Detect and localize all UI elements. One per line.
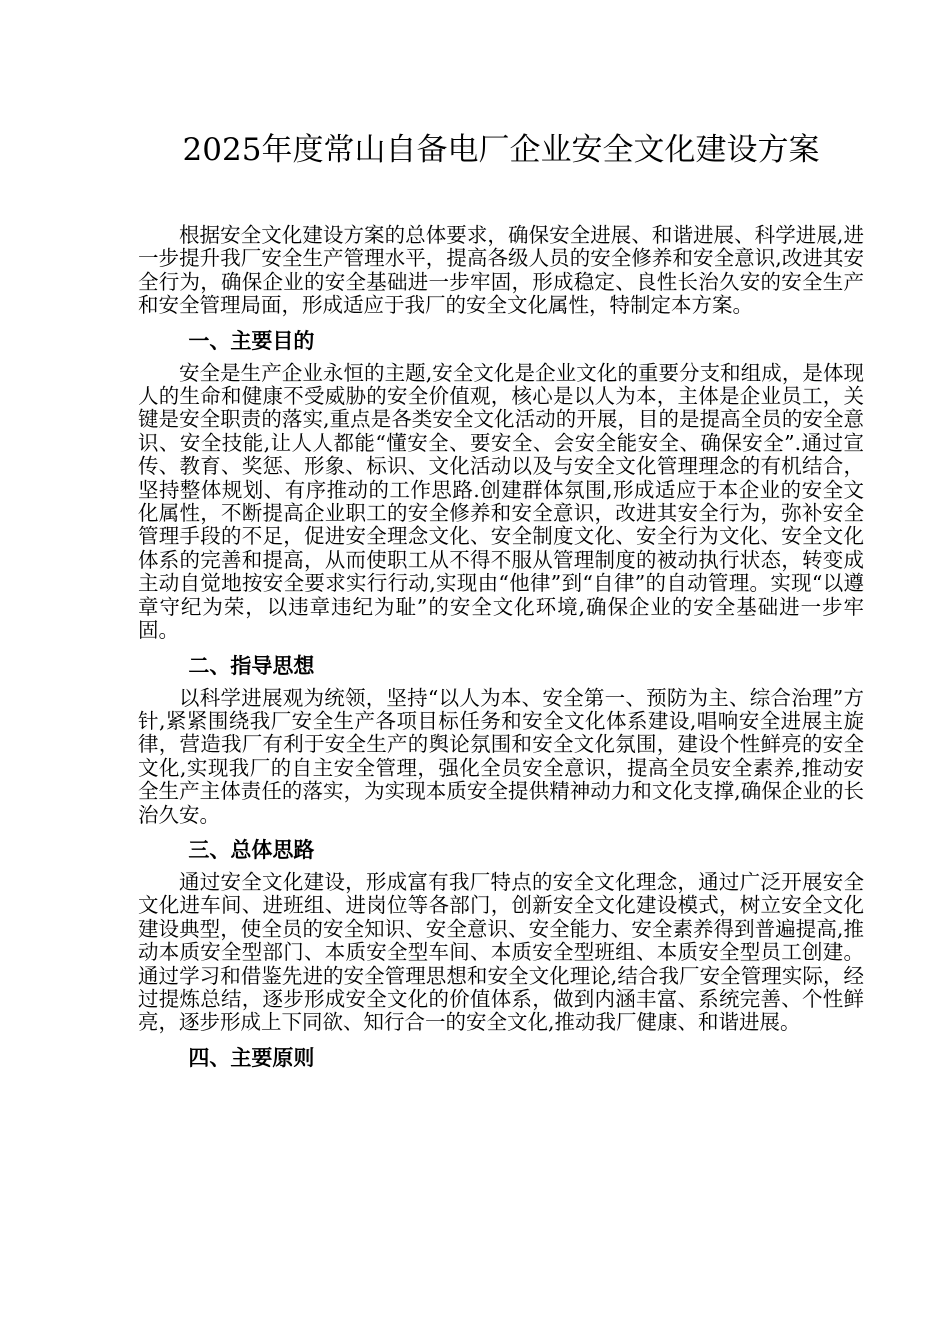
document-page xyxy=(138,128,864,1079)
section-heading-overall-approach: 三、总体思路 xyxy=(188,837,315,862)
document-title: 2025年度常山自备电厂企业安全文化建设方案 xyxy=(182,132,820,168)
title-spacer xyxy=(138,172,864,224)
section-body-guiding-ideology: 以科学进展观为统领，坚持“以人为本、安全第一、预防为主、综合治理”方针,紧紧围绕我厂安全生产各项目标任务和安全文化体系建设,唱响安全进展主旋律，营造我厂有利于安全生产的舆论氛围和安全文化氛围，建设个性鲜亮的安全文化,实现我厂的自主安全管理，强化全员安全意识，提高全员安全素养,推动安全生产主体责任的落实，为实现本质安全提供精神动力和文化支撑,确保企业的长治久安。 xyxy=(138,685,864,827)
section-heading-main-principles: 四、主要原则 xyxy=(188,1045,315,1070)
section-heading-purpose: 一、主要目的 xyxy=(188,328,315,353)
section-body-purpose: 安全是生产企业永恒的主题,安全文化是企业文化的重要分支和组成，是体现人的生命和健康不受威胁的安全价值观，核心是以人为本，主体是企业员工，关键是安全职责的落实,重点是各类安全文化活动的开展，目的是提高全员的安全意识、安全技能,让人人都能“懂安全、要安全、会安全能安全、确保安全”.通过宣传、教育、奖惩、形象、标识、文化活动以及与安全文化管理理念的有机结合，坚持整体规划、有序推动的工作思路.创建群体氛围,形成适应于本企业的安全文化属性，不断提高企业职工的安全修养和安全意识，改进其安全行为，弥补安全管理手段的不足，促进安全理念文化、安全制度文化、安全行为文化、安全文化体系的完善和提高，从而使职工从不得不服从管理制度的被动执行状态，转变成主动自觉地按安全要求实行行动,实现由“他律”到“自律”的自动管理。实现“以遵章守纪为荣，以违章违纪为耻”的安全文化环境,确保企业的安全基础进一步牢固。 xyxy=(138,360,864,643)
section-body-overall-approach: 通过安全文化建设，形成富有我厂特点的安全文化理念，通过广泛开展安全文化进车间、进班组、进岗位等各部门，创新安全文化建设模式，树立安全文化建设典型，使全员的安全知识、安全意识、安全能力、安全素养得到普遍提高,推动本质安全型部门、本质安全型车间、本质安全型班组、本质安全型员工创建。通过学习和借鉴先进的安全管理思想和安全文化理论,结合我厂安全管理实际，经过提炼总结，逐步形成安全文化的价值体系，做到内涵丰富、系统完善、个性鲜亮，逐步形成上下同欲、知行合一的安全文化,推动我厂健康、和谐进展。 xyxy=(138,869,864,1035)
intro-paragraph: 根据安全文化建设方案的总体要求，确保安全进展、和谐进展、科学进展,进一步提升我厂安全生产管理水平，提高各级人员的安全修养和安全意识,改进其安全行为，确保企业的安全基础进一步牢固，形成稳定、良性长治久安的安全生产和安全管理局面，形成适应于我厂的安全文化属性，特制定本方案。 xyxy=(138,223,864,318)
section-heading-guiding-ideology: 二、指导思想 xyxy=(188,653,315,678)
